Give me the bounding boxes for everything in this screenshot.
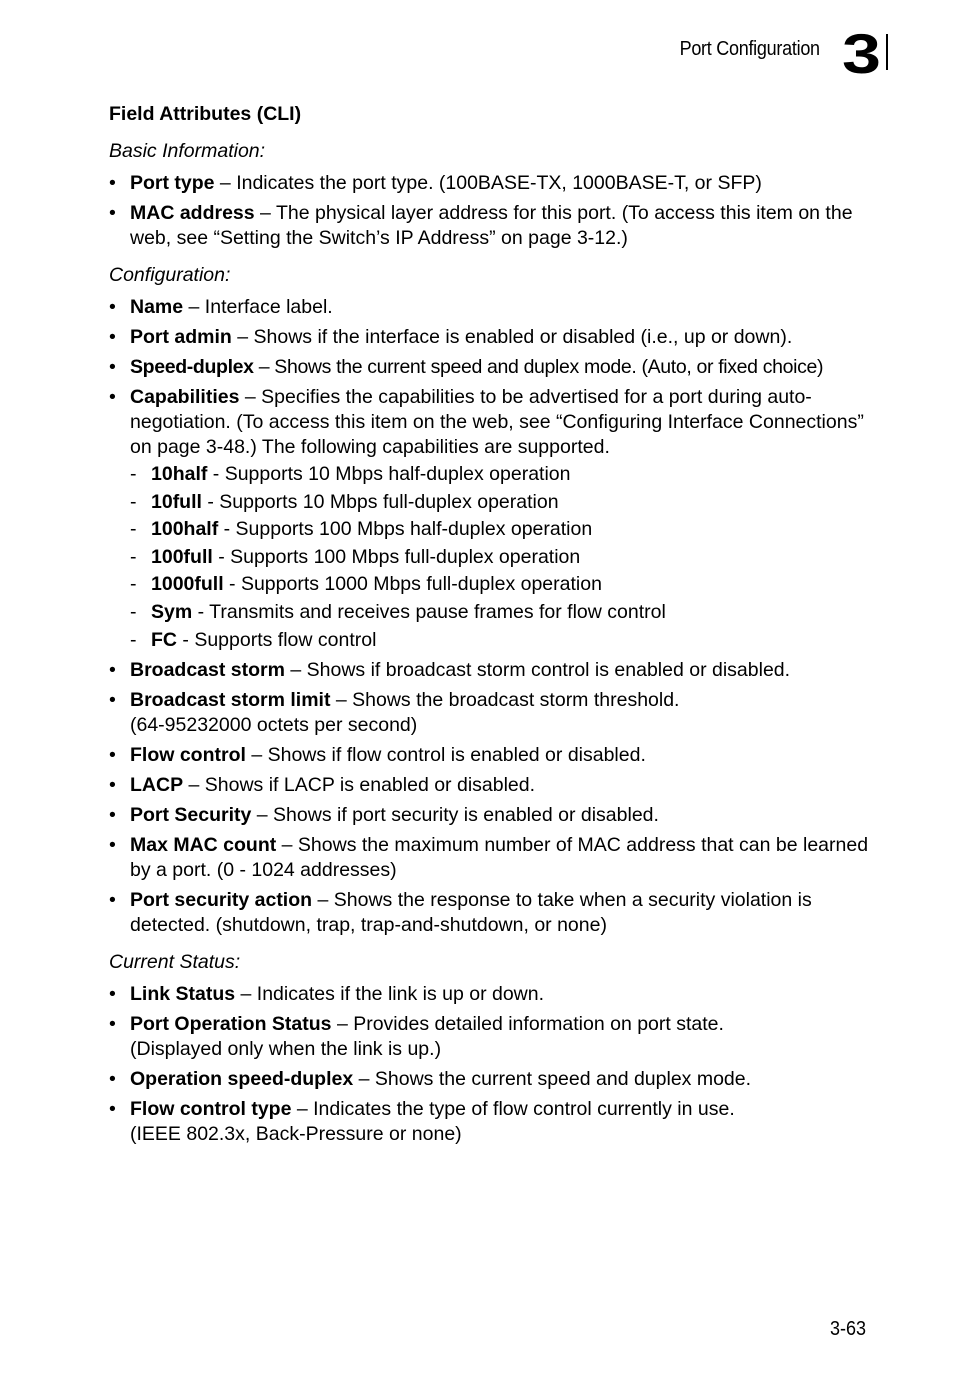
list-item [109,295,879,320]
capability-item [130,572,879,597]
field-term: Broadcast storm limit [130,688,331,711]
field-description: – Provides detailed information on port state. [331,1012,724,1035]
capability-item [130,600,879,625]
field-description: – The physical layer address for this port. (To access this item on the web, see “Setting the Switch’s IP Address” on page 3-12.) [130,202,853,249]
list-item [109,171,879,196]
capability-description: - Supports 10 Mbps half-duplex operation [207,463,571,485]
capability-description: - Supports 1000 Mbps full-duplex operation [223,573,602,596]
list-item [109,385,879,653]
running-header: Port Configuration [679,38,820,60]
field-term: Broadcast storm [130,658,285,681]
field-term: Flow control [130,743,246,766]
field-description: – Indicates the type of flow control currently in use. [291,1097,735,1120]
field-term: Port security action [130,888,313,911]
capability-description: - Transmits and receives pause frames for flow control [192,600,666,623]
chapter-number: 3 [842,22,879,85]
field-description: – Specifies the capabilities to be advertised for a port during auto-negotiation. (To access this item on the web, see “Configuring Interface Connections” on page 3-48.) The following capabilities are supported. [130,386,864,458]
field-term: LACP [130,773,184,796]
list-item [109,688,879,738]
field-description: – Indicates the port type. (100BASE-TX, 1000BASE-T, or SFP) [214,172,762,194]
capability-term: 100full [151,545,213,568]
current-status-label: Current Status: [109,950,241,973]
capability-item [130,545,879,570]
list-item [109,325,879,350]
capability-item [130,628,879,653]
list-item [109,658,879,683]
field-description: – Shows the current speed and duplex mode. [353,1067,752,1090]
field-description-continued: (64-95232000 octets per second) [130,713,418,736]
capability-description: - Supports 10 Mbps full-duplex operation [201,490,559,513]
capability-term: 10full [151,490,202,513]
field-description: – Shows if port security is enabled or disabled. [251,803,659,826]
section-heading: Field Attributes (CLI) [109,103,302,125]
configuration-label: Configuration: [109,264,231,286]
list-item [109,888,879,938]
capability-term: 10half [151,463,208,485]
capability-item [130,462,879,487]
list-item [109,773,879,798]
list-item [109,1067,879,1092]
current-status-list [109,982,879,1147]
capability-term: Sym [151,600,193,623]
list-item [109,803,879,828]
field-description: – Shows the broadcast storm threshold. [330,688,680,711]
field-term: Operation speed-duplex [130,1067,354,1090]
field-description: – Shows if the interface is enabled or disabled (i.e., up or down). [231,326,793,348]
field-description: – Shows the current speed and duplex mode. (Auto, or fixed choice) [253,356,824,378]
field-description: – Shows if LACP is enabled or disabled. [183,773,536,796]
field-description-continued: (IEEE 802.3x, Back-Pressure or none) [130,1122,462,1145]
field-description: – Interface label. [183,296,333,318]
field-description: – Shows if flow control is enabled or disabled. [245,743,646,766]
field-term: Speed-duplex [130,356,254,378]
field-description: – Shows the maximum number of MAC address that can be learned by a port. (0 - 1024 addresses) [130,833,869,881]
list-item [109,982,879,1007]
capability-term: 100half [151,518,219,541]
capability-term: 1000full [151,573,224,596]
capability-term: FC [151,628,177,651]
configuration-list [109,295,879,938]
basic-information-list [109,171,879,251]
field-term: Port Operation Status [130,1012,332,1035]
list-item [109,833,879,883]
field-description: – Shows the response to take when a security violation is detected. (shutdown, trap, trap-and-shutdown, or none) [130,888,812,936]
page-number: 3-63 [829,1318,866,1340]
field-term: Port type [130,172,215,194]
field-term: Flow control type [130,1097,292,1120]
field-term: Port admin [130,326,232,348]
basic-information-label: Basic Information: [109,140,266,162]
capabilities-list [130,462,879,653]
page-content [109,101,879,1159]
list-item [109,355,879,380]
field-term: Capabilities [130,386,240,408]
field-term: Port Security [130,803,252,826]
capability-description: - Supports flow control [177,628,377,651]
list-item [109,743,879,768]
capability-item [130,517,879,542]
capability-item [130,490,879,515]
chapter-divider [886,34,888,70]
capability-description: - Supports 100 Mbps full-duplex operation [212,545,581,568]
capability-description: - Supports 100 Mbps half-duplex operation [218,518,593,541]
list-item [109,1097,879,1147]
field-description-continued: (Displayed only when the link is up.) [130,1037,442,1060]
field-description: – Indicates if the link is up or down. [235,982,545,1005]
field-description: – Shows if broadcast storm control is enabled or disabled. [284,658,791,681]
field-term: Name [130,296,184,318]
field-term: Max MAC count [130,833,277,856]
field-term: MAC address [130,202,255,224]
field-term: Link Status [130,982,236,1005]
list-item [109,201,879,251]
list-item [109,1012,879,1062]
